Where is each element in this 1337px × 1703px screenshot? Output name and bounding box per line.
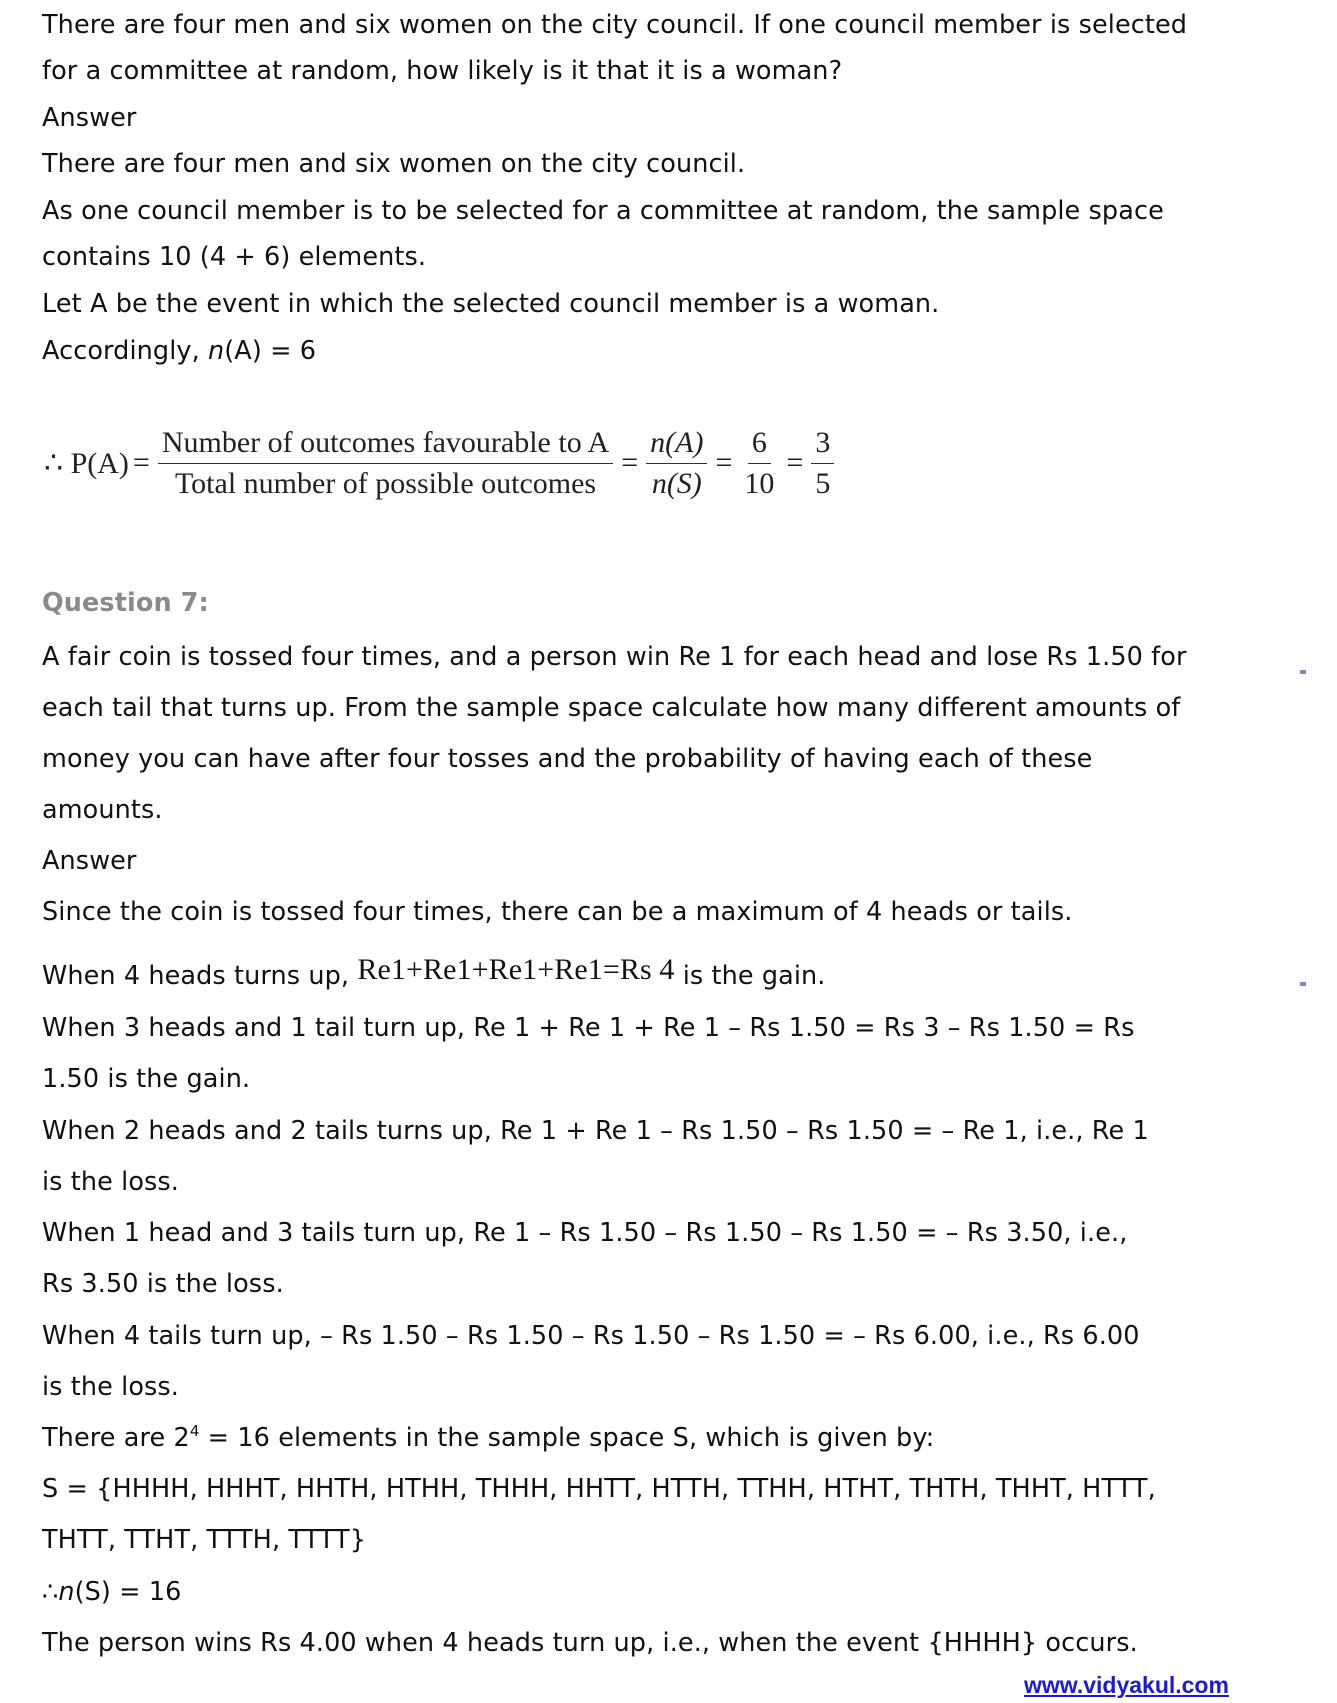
answer-text: [42, 336, 316, 366]
sample-space-text: S = {HHHH, HHHT, HHTH, HTHH, THHH, HHTT, HTTH, TTHH, HTHT, THTH, THHT, HTTT,: [42, 1474, 1156, 1504]
answer-text: Rs 3.50 is the loss.: [42, 1269, 284, 1299]
math-variable: n: [207, 336, 225, 366]
question-heading: Question 7:: [42, 588, 209, 618]
equals-sign: =: [715, 446, 733, 479]
fraction-denominator: n(S): [651, 466, 702, 500]
answer-text: Since the coin is tossed four times, there can be a maximum of 4 heads or tails.: [42, 897, 1073, 927]
answer-text: [42, 1423, 934, 1453]
text-fragment: When 4 heads turns up,: [42, 961, 358, 991]
text-fragment: = 16 elements in the sample space S, which is given by:: [199, 1423, 935, 1453]
answer-text: The person wins Rs 4.00 when 4 heads turn up, i.e., when the event {HHHH} occurs.: [42, 1628, 1138, 1658]
question-text: each tail that turns up. From the sample space calculate how many different amounts of: [42, 693, 1181, 723]
formula-lhs: ∴ P(A): [44, 446, 129, 480]
fraction-numerator: Number of outcomes favourable to A: [158, 425, 613, 464]
inline-equation: Re1+Re1+Re1+Re1=Rs 4: [357, 953, 675, 986]
fraction-values: [740, 425, 778, 502]
answer-text: [42, 1577, 182, 1607]
equals-sign: =: [786, 446, 804, 479]
text-fragment: There are 2: [42, 1423, 190, 1453]
question-text: money you can have after four tosses and the probability of having each of these: [42, 744, 1093, 774]
answer-label: Answer: [42, 846, 137, 876]
answer-text: is the loss.: [42, 1372, 179, 1402]
fraction-denominator: Total number of possible outcomes: [174, 466, 597, 500]
answer-text: [42, 953, 826, 991]
text-fragment: Accordingly,: [42, 336, 208, 366]
fraction-denominator: 5: [815, 466, 831, 500]
fraction-numerator: 3: [811, 425, 834, 464]
question-text: amounts.: [42, 795, 163, 825]
answer-text: When 3 heads and 1 tail turn up, Re 1 + Re 1 + Re 1 – Rs 1.50 = Rs 3 – Rs 1.50 = Rs: [42, 1013, 1135, 1043]
decorative-marker: [1300, 982, 1306, 986]
fraction-definition: [158, 425, 613, 502]
vidyakul-website-link[interactable]: www.vidyakul.com: [1024, 1672, 1229, 1698]
answer-text: When 4 tails turn up, – Rs 1.50 – Rs 1.50 – Rs 1.50 – Rs 1.50 = – Rs 6.00, i.e., Rs 6.00: [42, 1321, 1140, 1351]
text-fragment: (A) = 6: [224, 336, 317, 366]
therefore-symbol: ∴: [42, 1577, 59, 1607]
answer-text: contains 10 (4 + 6) elements.: [42, 242, 427, 272]
question-text: There are four men and six women on the city council. If one council member is selected: [42, 10, 1188, 40]
probability-formula: [44, 418, 838, 508]
equals-sign: =: [621, 446, 639, 479]
answer-text: When 2 heads and 2 tails turns up, Re 1 + Re 1 – Rs 1.50 – Rs 1.50 = – Re 1, i.e., Re 1: [42, 1116, 1149, 1146]
answer-text: When 1 head and 3 tails turn up, Re 1 – Rs 1.50 – Rs 1.50 – Rs 1.50 = – Rs 3.50, i.e.,: [42, 1218, 1128, 1248]
fraction-simplified: [811, 425, 834, 502]
text-fragment: (S) = 16: [74, 1577, 182, 1607]
fraction-denominator: 10: [744, 466, 775, 500]
math-variable: n: [58, 1577, 75, 1607]
answer-label: Answer: [42, 103, 137, 133]
fraction-numerator: 6: [748, 425, 771, 464]
fraction-numerator: n(A): [646, 425, 707, 464]
decorative-marker: [1300, 670, 1306, 674]
fraction-counts: [646, 425, 707, 502]
answer-text: is the loss.: [42, 1167, 179, 1197]
question-text: A fair coin is tossed four times, and a person win Re 1 for each head and lose Rs 1.50 for: [42, 642, 1187, 672]
question-text: for a committee at random, how likely is it that it is a woman?: [42, 56, 843, 86]
answer-text: Let A be the event in which the selected council member is a woman.: [42, 289, 940, 319]
equals-sign: =: [132, 446, 150, 479]
answer-text: 1.50 is the gain.: [42, 1064, 251, 1094]
exponent: 4: [189, 1422, 200, 1440]
text-fragment: is the gain.: [674, 961, 826, 991]
answer-text: As one council member is to be selected for a committee at random, the sample space: [42, 196, 1164, 226]
answer-text: There are four men and six women on the city council.: [42, 149, 746, 179]
sample-space-text: THTT, TTHT, TTTH, TTTT}: [42, 1525, 367, 1555]
